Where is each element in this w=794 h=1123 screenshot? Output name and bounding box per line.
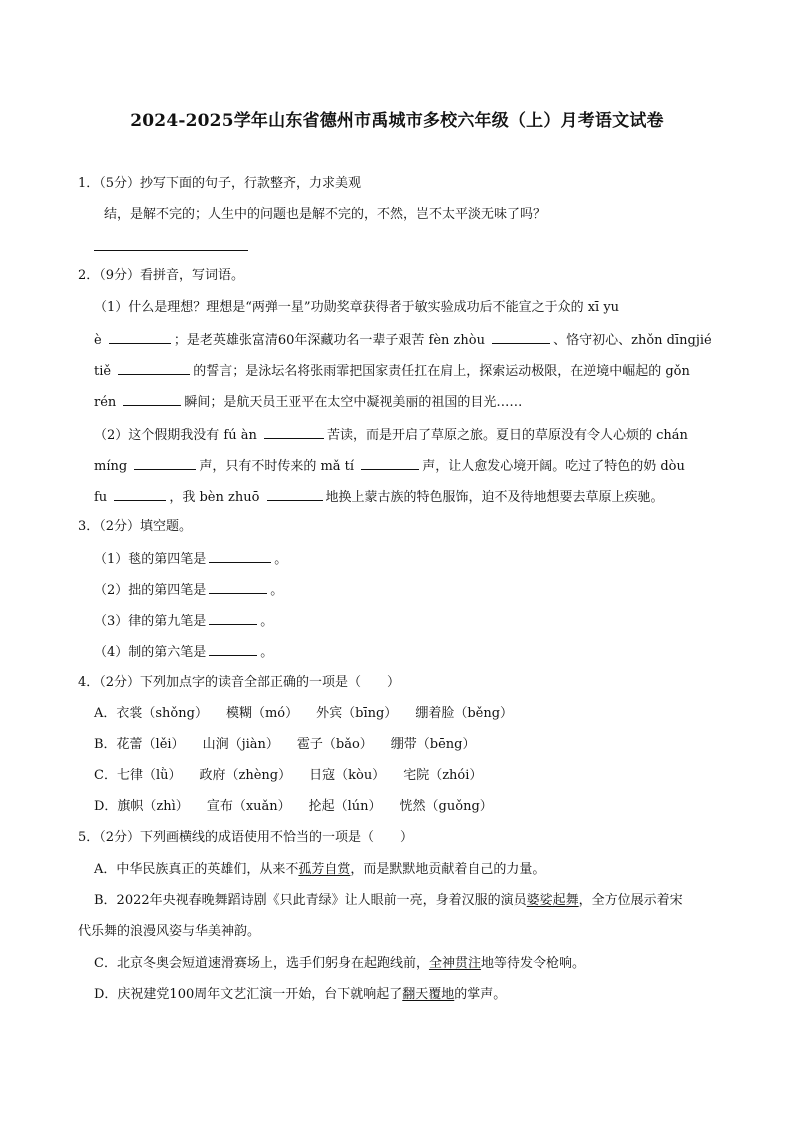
answer-blank[interactable] bbox=[209, 612, 257, 625]
q3-item-3 bbox=[94, 612, 273, 630]
q3-item-1 bbox=[94, 550, 287, 568]
answer-blank[interactable] bbox=[209, 643, 257, 656]
q2-p2-line3 bbox=[94, 488, 664, 506]
option-word: 山涧（jiàn） bbox=[202, 737, 279, 752]
answer-blank[interactable] bbox=[114, 488, 166, 501]
option-word: 雹子（bǎo） bbox=[296, 737, 373, 752]
q2-p1-line1: （1）什么是理想？理想是“两弹一星”功勋奖章获得者于敏实验成功后不能宣之于众的 xī yu bbox=[94, 300, 620, 315]
option-word: 外宾（bīng） bbox=[316, 706, 398, 721]
text-segment: C．北京冬奥会短道速滑赛场上，选手们躬身在起跑线前， bbox=[94, 956, 429, 971]
q5-option-c[interactable] bbox=[94, 956, 585, 972]
pinyin-text: tiě bbox=[94, 364, 112, 379]
text-segment: ，而是默默地贡献着自己的力量。 bbox=[350, 862, 546, 877]
text-segment: 、恪守初心、zhǒn dīngjié bbox=[553, 333, 712, 348]
answer-blank[interactable] bbox=[361, 457, 419, 470]
question-4-head: 4．（2分）下列加点字的读音全部正确的一项是（ ） bbox=[78, 675, 401, 690]
q3-item-4 bbox=[94, 643, 273, 661]
text-segment: 地换上蒙古族的特色服饰，迫不及待地想要去草原上疾驰。 bbox=[325, 490, 664, 505]
text-segment: 地等待发令枪响。 bbox=[480, 956, 585, 971]
text-segment: A．中华民族真正的英雄们，从来不 bbox=[94, 862, 299, 877]
answer-blank[interactable] bbox=[123, 393, 181, 406]
text-segment: （3）律的第九笔是 bbox=[94, 614, 207, 629]
page-title: 2024-2025学年山东省德州市禹城市多校六年级（上）月考语文试卷 bbox=[130, 111, 664, 131]
option-word: 日寇（kòu） bbox=[309, 768, 386, 783]
q3-item-2 bbox=[94, 581, 283, 599]
option-word: 绷带（bēng） bbox=[390, 737, 476, 752]
option-word: 恍然（guǒng） bbox=[399, 799, 493, 814]
answer-blank[interactable] bbox=[209, 581, 267, 594]
q2-p2-line1 bbox=[94, 426, 688, 444]
text-segment: 瞬间；是航天员王亚平在太空中凝视美丽的祖国的目光…… bbox=[184, 395, 523, 410]
text-segment: （2）拙的第四笔是 bbox=[94, 583, 207, 598]
text-segment: 。 bbox=[274, 552, 288, 567]
q4-option-b[interactable] bbox=[94, 737, 494, 753]
text-segment: ，我 bèn zhuō bbox=[169, 490, 260, 505]
pinyin-text: míng bbox=[94, 459, 128, 474]
pinyin-text: è bbox=[94, 333, 102, 348]
option-word: C．七律（lǜ） bbox=[94, 768, 182, 783]
pinyin-text: rén bbox=[94, 395, 117, 410]
answer-blank[interactable] bbox=[264, 426, 324, 439]
question-1-head: 1．（5分）抄写下面的句子，行款整齐，力求美观 bbox=[78, 176, 362, 191]
text-segment: 。 bbox=[260, 614, 274, 629]
text-segment: ，全方位展示着宋 bbox=[578, 893, 683, 908]
q5-option-b-line2: 代乐舞的浪漫风姿与华美神韵。 bbox=[78, 924, 261, 939]
q2-p1-line3 bbox=[94, 362, 690, 380]
option-word: 抡起（lún） bbox=[308, 799, 382, 814]
text-segment: 的掌声。 bbox=[454, 987, 507, 1002]
text-segment: （1）毯的第四笔是 bbox=[94, 552, 207, 567]
answer-blank[interactable] bbox=[134, 457, 196, 470]
answer-line-q1[interactable] bbox=[94, 250, 248, 251]
answer-blank[interactable] bbox=[267, 488, 323, 501]
question-3-head: 3．（2分）填空题。 bbox=[78, 519, 193, 534]
question-5-head: 5．（2分）下列画横线的成语使用不恰当的一项是（ ） bbox=[78, 830, 414, 845]
option-word: 宣布（xuǎn） bbox=[206, 799, 291, 814]
question-1-sentence: 结，是解不完的；人生中的问题也是解不完的，不然，岂不太平淡无味了吗？ bbox=[104, 207, 547, 222]
text-segment: （2）这个假期我没有 fú àn bbox=[94, 428, 257, 443]
answer-blank[interactable] bbox=[118, 362, 190, 375]
text-segment: 声，只有不时传来的 mǎ tí bbox=[199, 459, 355, 474]
answer-blank[interactable] bbox=[492, 331, 550, 344]
q2-p1-line4 bbox=[94, 393, 522, 411]
text-segment: D．庆祝建党100周年文艺汇演一开始，台下就响起了 bbox=[94, 987, 403, 1002]
text-segment: （4）制的第六笔是 bbox=[94, 645, 207, 660]
pinyin-text: fu bbox=[94, 490, 108, 505]
q4-option-a[interactable] bbox=[94, 706, 531, 722]
q5-option-d[interactable] bbox=[94, 987, 506, 1003]
option-word: 绷着脸（běng） bbox=[415, 706, 514, 721]
q5-option-a[interactable] bbox=[94, 862, 545, 878]
option-word: 模糊（mó） bbox=[225, 706, 299, 721]
q4-option-c[interactable] bbox=[94, 768, 500, 784]
text-segment: 。 bbox=[270, 583, 284, 598]
option-word: B．花蕾（lěi） bbox=[94, 737, 185, 752]
q5-option-b[interactable] bbox=[94, 893, 683, 909]
text-segment: ；是老英雄张富清60年深藏功名一辈子艰苦 fèn zhòu bbox=[173, 333, 485, 348]
underlined-idiom: 全神贯注 bbox=[428, 956, 481, 971]
underlined-idiom: 婆娑起舞 bbox=[526, 893, 579, 908]
question-2-head: 2．（9分）看拼音，写词语。 bbox=[78, 268, 245, 283]
text-segment: 。 bbox=[260, 645, 274, 660]
option-word: A．衣裳（shǒng） bbox=[94, 706, 208, 721]
text-segment: 声，让人愈发心境开阔。吃过了特色的奶 dòu bbox=[422, 459, 685, 474]
answer-blank[interactable] bbox=[209, 550, 271, 563]
q2-p2-line2 bbox=[94, 457, 685, 475]
option-word: 政府（zhèng） bbox=[199, 768, 292, 783]
option-word: D．旗帜（zhì） bbox=[94, 799, 189, 814]
underlined-idiom: 孤芳自赏 bbox=[298, 862, 351, 877]
text-segment: B．2022年央视春晚舞蹈诗剧《只此青绿》让人眼前一亮，身着汉服的演员 bbox=[94, 893, 527, 908]
q4-option-d[interactable] bbox=[94, 799, 511, 815]
text-segment: 的誓言；是泳坛名将张雨霏把国家责任扛在肩上，探索运动极限，在逆境中崛起的 gǒn bbox=[193, 364, 690, 379]
text-segment: 苦读，而是开启了草原之旅。夏日的草原没有令人心烦的 chán bbox=[326, 428, 688, 443]
q2-p1-line2 bbox=[94, 331, 712, 349]
option-word: 宅院（zhói） bbox=[403, 768, 483, 783]
answer-blank[interactable] bbox=[109, 331, 171, 344]
underlined-idiom: 翻天覆地 bbox=[402, 987, 455, 1002]
